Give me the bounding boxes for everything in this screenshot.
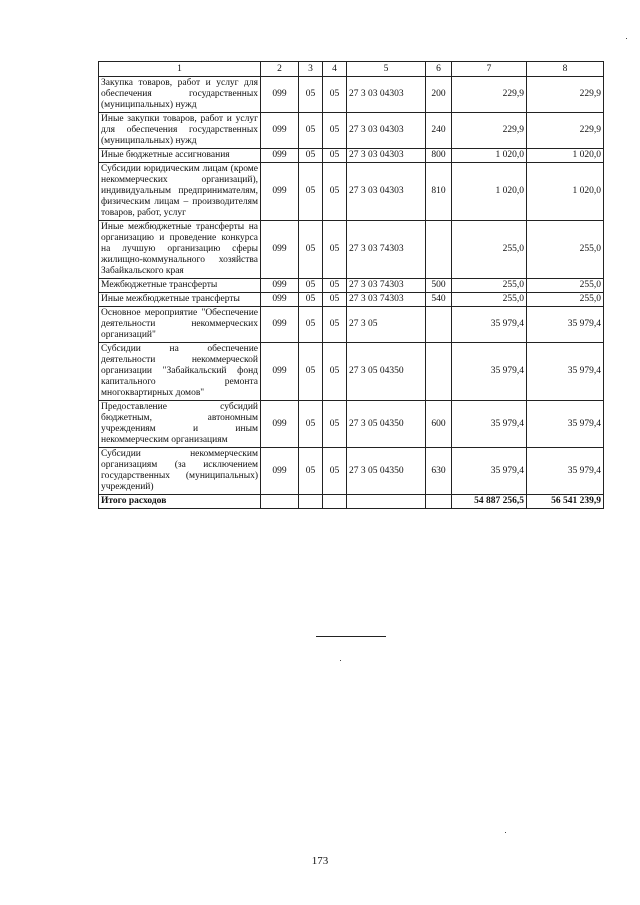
grbs-code: 099 [261,163,299,221]
total-label: Итого расходов [99,495,261,509]
scan-speck [626,38,627,39]
target-article: 27 3 03 74303 [347,221,426,279]
amount-year1: 229,9 [452,113,527,149]
expense-type [426,221,452,279]
grbs-code: 099 [261,149,299,163]
amount-year2: 255,0 [527,293,604,307]
row-name: Субсидии юридическим лицам (кроме некоммерческих организаций), индивидуальным предпринимателям, физическим лицам – производителям товаров, работ, услуг [99,163,261,221]
empty-cell [347,495,426,509]
expense-type: 800 [426,149,452,163]
amount-year2: 229,9 [527,77,604,113]
row-name: Основное мероприятие "Обеспечение деятельности некоммерческих организаций" [99,307,261,343]
section-code: 05 [299,163,323,221]
subsection-code: 05 [323,343,347,401]
subsection-code: 05 [323,293,347,307]
table-row [99,149,604,163]
subsection-code: 05 [323,163,347,221]
amount-year1: 35 979,4 [452,448,527,495]
header-cell: 8 [527,62,604,77]
amount-year2: 229,9 [527,113,604,149]
subsection-code: 05 [323,307,347,343]
expense-type [426,307,452,343]
empty-cell [323,495,347,509]
target-article: 27 3 03 74303 [347,279,426,293]
amount-year2: 255,0 [527,279,604,293]
row-name: Иные межбюджетные трансферты [99,293,261,307]
header-cell: 6 [426,62,452,77]
target-article: 27 3 05 04350 [347,448,426,495]
target-article: 27 3 05 04350 [347,343,426,401]
grbs-code: 099 [261,279,299,293]
grbs-code: 099 [261,401,299,448]
table-row [99,163,604,221]
amount-year1: 35 979,4 [452,401,527,448]
row-name: Субсидии некоммерческим организациям (за исключением государственных (муниципальных) учреждений) [99,448,261,495]
target-article: 27 3 03 74303 [347,293,426,307]
table-row [99,113,604,149]
target-article: 27 3 05 [347,307,426,343]
row-name: Межбюджетные трансферты [99,279,261,293]
amount-year1: 1 020,0 [452,163,527,221]
row-name: Иные межбюджетные трансферты на организацию и проведение конкурса на лучшую организацию сферы жилищно-коммунального хозяйства Забайкальского края [99,221,261,279]
section-code: 05 [299,448,323,495]
header-cell: 4 [323,62,347,77]
row-name: Иные бюджетные ассигнования [99,149,261,163]
row-name: Закупка товаров, работ и услуг для обеспечения государственных (муниципальных) нужд [99,77,261,113]
target-article: 27 3 03 04303 [347,113,426,149]
section-code: 05 [299,293,323,307]
table-row [99,77,604,113]
amount-year2: 255,0 [527,221,604,279]
amount-year2: 35 979,4 [527,401,604,448]
section-code: 05 [299,221,323,279]
amount-year2: 35 979,4 [527,448,604,495]
expense-type: 630 [426,448,452,495]
grbs-code: 099 [261,113,299,149]
section-code: 05 [299,343,323,401]
target-article: 27 3 03 04303 [347,77,426,113]
amount-year1: 229,9 [452,77,527,113]
row-name: Субсидии на обеспечение деятельности некоммерческой организации "Забайкальский фонд капитального ремонта многоквартирных домов" [99,343,261,401]
section-code: 05 [299,113,323,149]
total-row [99,495,604,509]
total-amount: 54 887 256,5 [452,495,527,509]
table-row [99,279,604,293]
row-name: Иные закупки товаров, работ и услуг для обеспечения государственных (муниципальных) нужд [99,113,261,149]
subsection-code: 05 [323,221,347,279]
header-cell: 3 [299,62,323,77]
subsection-code: 05 [323,448,347,495]
amount-year2: 35 979,4 [527,307,604,343]
target-article: 27 3 05 04350 [347,401,426,448]
row-name: Предоставление субсидий бюджетным, автономным учреждениям и иным некоммерческим организациям [99,401,261,448]
table-row [99,221,604,279]
subsection-code: 05 [323,149,347,163]
amount-year1: 255,0 [452,221,527,279]
grbs-code: 099 [261,343,299,401]
header-cell: 1 [99,62,261,77]
section-code: 05 [299,279,323,293]
section-code: 05 [299,401,323,448]
section-code: 05 [299,77,323,113]
amount-year2: 1 020,0 [527,163,604,221]
header-cell: 7 [452,62,527,77]
table-row [99,343,604,401]
empty-cell [261,495,299,509]
budget-table [98,61,604,509]
target-article: 27 3 03 04303 [347,149,426,163]
subsection-code: 05 [323,401,347,448]
table-row [99,307,604,343]
header-cell: 5 [347,62,426,77]
amount-year1: 1 020,0 [452,149,527,163]
expense-type: 500 [426,279,452,293]
closing-rule [316,636,386,637]
section-code: 05 [299,149,323,163]
grbs-code: 099 [261,293,299,307]
table-row [99,401,604,448]
amount-year1: 35 979,4 [452,307,527,343]
empty-cell [299,495,323,509]
grbs-code: 099 [261,221,299,279]
header-cell: 2 [261,62,299,77]
scan-speck [340,660,341,661]
target-article: 27 3 03 04303 [347,163,426,221]
expense-type: 540 [426,293,452,307]
subsection-code: 05 [323,113,347,149]
expense-type: 810 [426,163,452,221]
amount-year1: 255,0 [452,293,527,307]
subsection-code: 05 [323,279,347,293]
total-amount: 56 541 239,9 [527,495,604,509]
grbs-code: 099 [261,77,299,113]
table-row [99,293,604,307]
amount-year2: 1 020,0 [527,149,604,163]
empty-cell [426,495,452,509]
grbs-code: 099 [261,448,299,495]
expense-type: 200 [426,77,452,113]
grbs-code: 099 [261,307,299,343]
header-row [99,62,604,77]
scan-speck [505,832,506,833]
amount-year1: 35 979,4 [452,343,527,401]
table-row [99,448,604,495]
expense-type: 600 [426,401,452,448]
section-code: 05 [299,307,323,343]
amount-year1: 255,0 [452,279,527,293]
subsection-code: 05 [323,77,347,113]
expense-type [426,343,452,401]
amount-year2: 35 979,4 [527,343,604,401]
expense-type: 240 [426,113,452,149]
page-number: 173 [311,855,329,867]
